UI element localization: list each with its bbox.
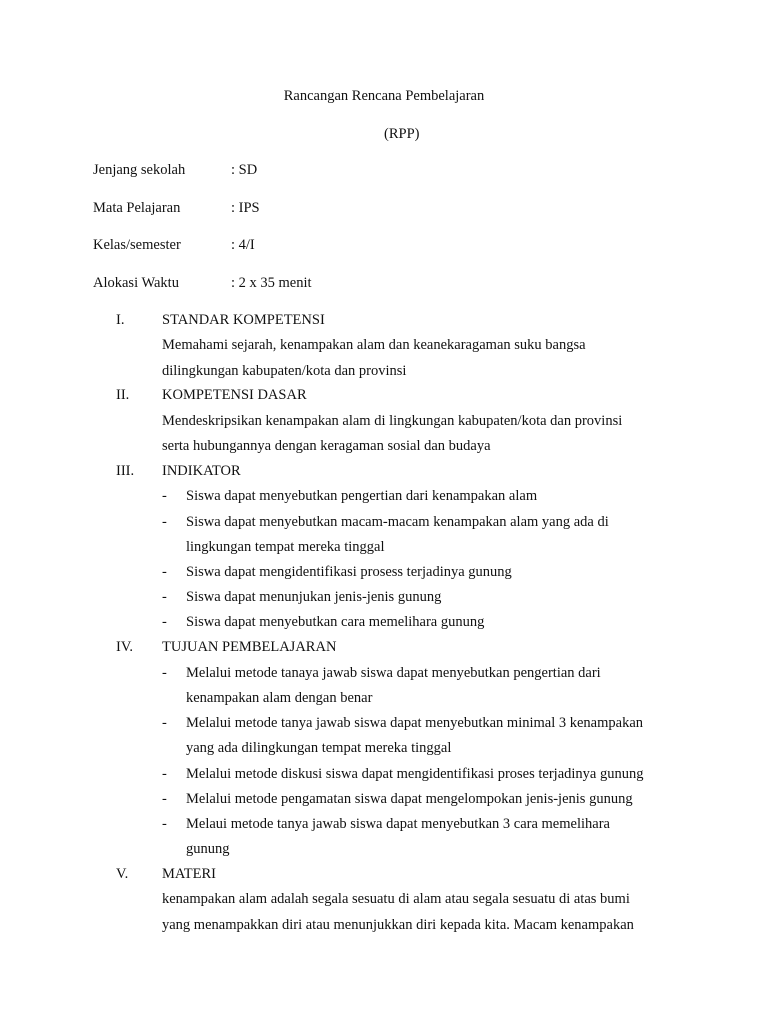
- list-item: Melalui metode tanya jawab siswa dapat menyebutkan minimal 3 kenampakan: [186, 715, 644, 731]
- list-item-continuation: kenampakan alam dengan benar: [186, 690, 373, 706]
- list-item: Melalui metode pengamatan siswa dapat mengelompokan jenis-jenis gunung: [186, 791, 633, 807]
- meta-value: : SD: [231, 162, 258, 178]
- list-item: Melaui metode tanya jawab siswa dapat menyebutkan 3 cara memelihara: [186, 816, 610, 832]
- list-dash: -: [162, 665, 167, 681]
- meta-label: Jenjang sekolah: [93, 162, 186, 178]
- list-dash: -: [162, 589, 167, 605]
- list-item: Siswa dapat menyebutkan macam-macam kenampakan alam yang ada di: [186, 514, 609, 530]
- section-heading: MATERI: [162, 866, 216, 882]
- list-dash: -: [162, 715, 167, 731]
- section-text: yang menampakkan diri atau menunjukkan diri kepada kita. Macam kenampakan: [162, 917, 634, 933]
- section-number: V.: [116, 866, 129, 882]
- section-number: I.: [116, 312, 125, 328]
- section-text: Memahami sejarah, kenampakan alam dan keanekaragaman suku bangsa: [162, 337, 586, 353]
- meta-label: Mata Pelajaran: [93, 200, 181, 216]
- list-dash: -: [162, 488, 167, 504]
- section-number: IV.: [116, 639, 134, 655]
- list-dash: -: [162, 791, 167, 807]
- list-item-continuation: yang ada dilingkungan tempat mereka tinggal: [186, 740, 452, 756]
- list-item-continuation: gunung: [186, 841, 230, 857]
- meta-label: Kelas/semester: [93, 237, 181, 253]
- meta-label: Alokasi Waktu: [93, 275, 179, 291]
- section-heading: INDIKATOR: [162, 463, 241, 479]
- list-item-continuation: lingkungan tempat mereka tinggal: [186, 539, 385, 555]
- section-heading: KOMPETENSI DASAR: [162, 387, 307, 403]
- meta-value: : IPS: [231, 200, 260, 216]
- document-code: (RPP): [384, 126, 420, 142]
- list-item: Melalui metode tanaya jawab siswa dapat menyebutkan pengertian dari: [186, 665, 601, 681]
- section-heading: TUJUAN PEMBELAJARAN: [162, 639, 337, 655]
- section-heading: STANDAR KOMPETENSI: [162, 312, 325, 328]
- meta-value: : 2 x 35 menit: [231, 275, 312, 291]
- section-number: III.: [116, 463, 135, 479]
- list-dash: -: [162, 816, 167, 832]
- list-item: Siswa dapat menunjukan jenis-jenis gunung: [186, 589, 442, 605]
- list-dash: -: [162, 766, 167, 782]
- section-text: dilingkungan kabupaten/kota dan provinsi: [162, 363, 407, 379]
- meta-value: : 4/I: [231, 237, 255, 253]
- list-item: Siswa dapat mengidentifikasi prosess terjadinya gunung: [186, 564, 512, 580]
- section-number: II.: [116, 387, 130, 403]
- list-dash: -: [162, 614, 167, 630]
- section-text: serta hubungannya dengan keragaman sosial dan budaya: [162, 438, 491, 454]
- list-item: Melalui metode diskusi siswa dapat mengidentifikasi proses terjadinya gunung: [186, 766, 644, 782]
- list-dash: -: [162, 564, 167, 580]
- list-dash: -: [162, 514, 167, 530]
- section-text: Mendeskripsikan kenampakan alam di lingkungan kabupaten/kota dan provinsi: [162, 413, 623, 429]
- list-item: Siswa dapat menyebutkan pengertian dari kenampakan alam: [186, 488, 538, 504]
- list-item: Siswa dapat menyebutkan cara memelihara gunung: [186, 614, 485, 630]
- section-text: kenampakan alam adalah segala sesuatu di alam atau segala sesuatu di atas bumi: [162, 891, 630, 907]
- document-title: Rancangan Rencana Pembelajaran: [283, 88, 485, 104]
